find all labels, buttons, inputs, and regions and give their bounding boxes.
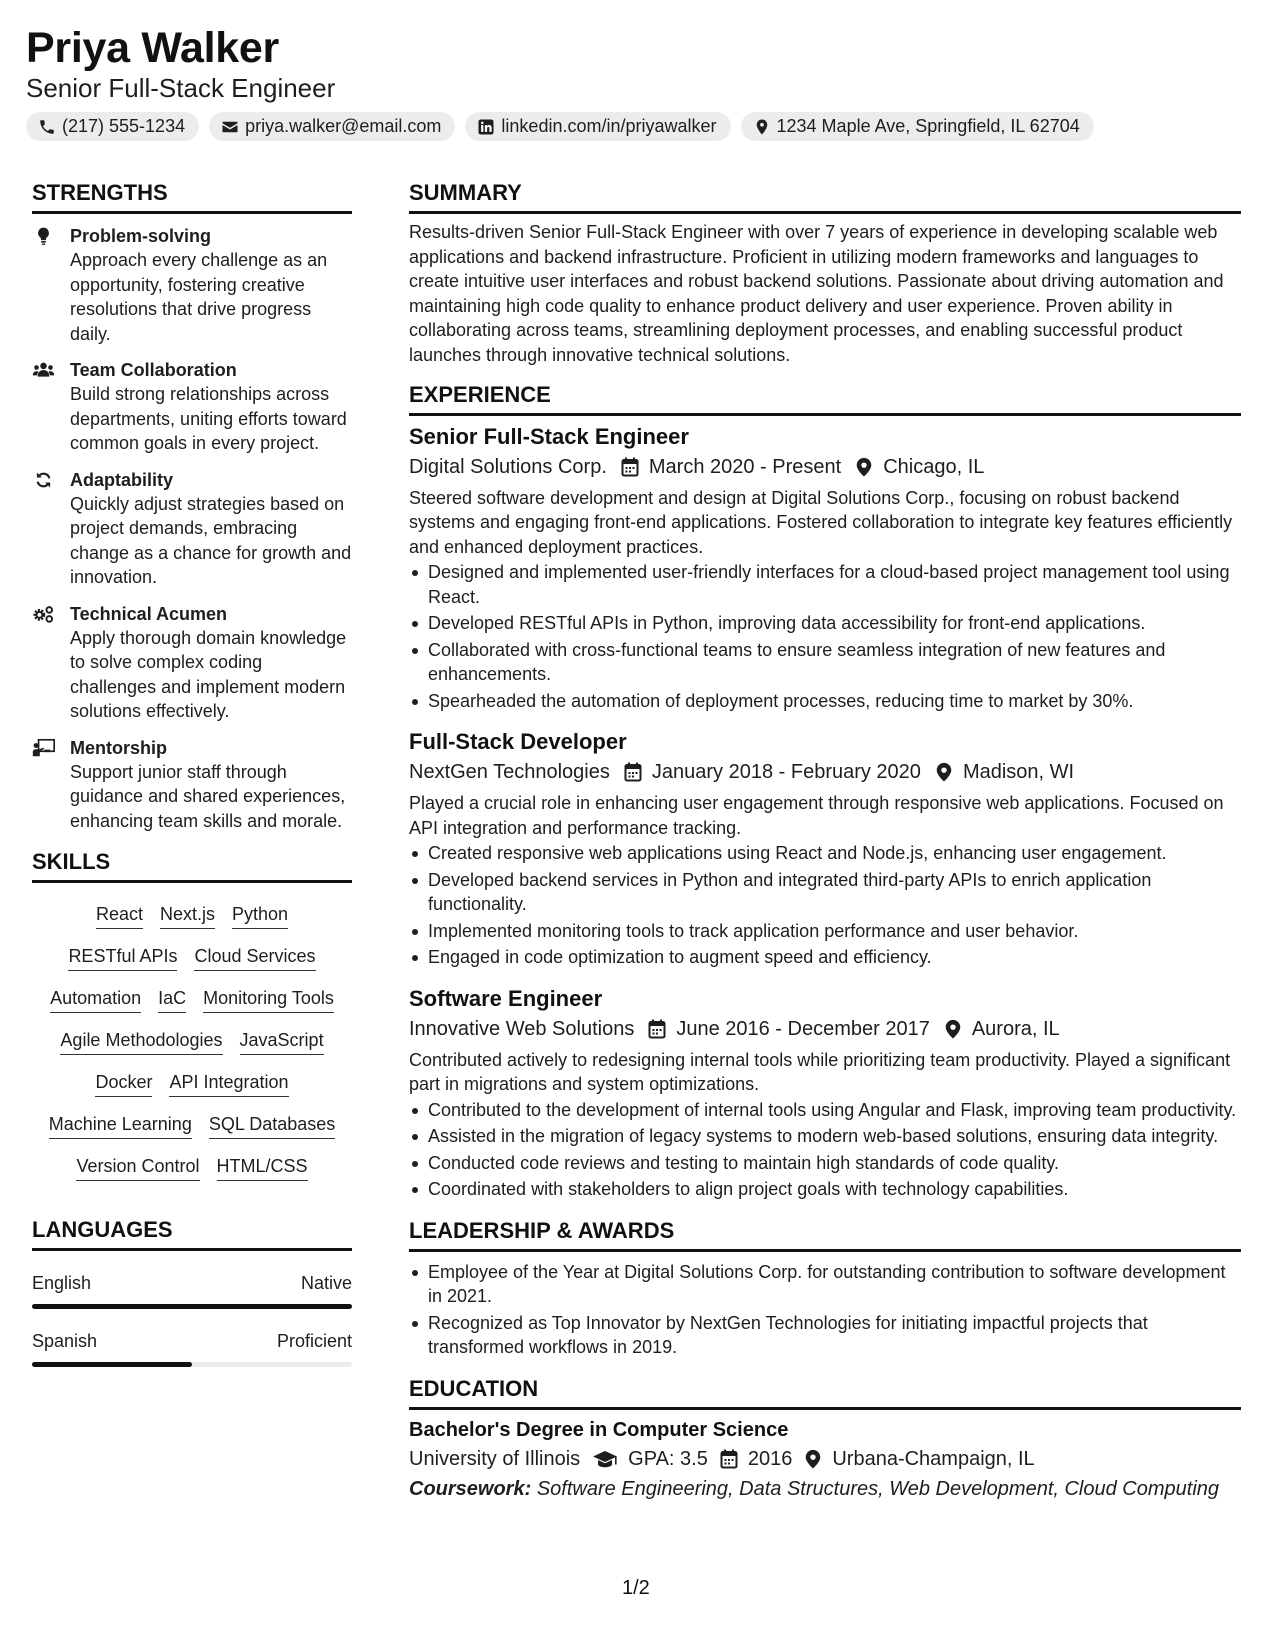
contact-phone[interactable] (26, 112, 199, 141)
strength-item (32, 602, 352, 724)
calendar-icon (720, 1449, 738, 1469)
skill-tag: Next.js (160, 901, 215, 929)
skill-tag: Monitoring Tools (203, 985, 334, 1013)
job-bullet: Developed RESTful APIs in Python, improving data accessibility for front-end applications. (409, 611, 1241, 636)
job-bullet: Engaged in code optimization to augment speed and efficiency. (409, 945, 1241, 970)
cogs-icon (32, 604, 55, 624)
strength-item (32, 736, 352, 834)
job-bullet: Created responsive web applications using React and Node.js, enhancing user engagement. (409, 841, 1241, 866)
lightbulb-icon (32, 226, 55, 246)
map-pin-icon (855, 457, 873, 477)
map-pin-icon (935, 762, 953, 782)
award-item: Employee of the Year at Digital Solutions Corp. for outstanding contribution to software development in 2021. (409, 1260, 1241, 1309)
page-number: 1/2 (622, 1577, 650, 1599)
chalkboard-teacher-icon (32, 738, 55, 758)
job-entry (409, 727, 1241, 970)
left-column (32, 178, 352, 1367)
contact-address (741, 112, 1094, 141)
skill-tag: SQL Databases (209, 1111, 335, 1139)
strength-title: Problem-solving (70, 226, 212, 246)
strength-desc: Build strong relationships across departments, uniting efforts toward common goals in every project. (70, 384, 347, 453)
job-company: Innovative Web Solutions (409, 1017, 635, 1040)
map-pin-icon (944, 1019, 962, 1039)
contact-phone-text: (217) 555-1234 (62, 116, 186, 136)
strength-desc: Apply thorough domain knowledge to solve complex coding challenges and implement modern solutions effectively. (70, 627, 347, 721)
envelope-icon (221, 118, 239, 136)
language-item (32, 1329, 352, 1367)
strengths-list (32, 224, 352, 833)
job-bullets (409, 841, 1241, 970)
strength-title: Adaptability (70, 469, 174, 490)
skill-tag: HTML/CSS (217, 1153, 308, 1181)
job-entry (409, 984, 1241, 1202)
job-dates: January 2018 - February 2020 (651, 761, 921, 784)
school-name: University of Illinois (409, 1447, 581, 1470)
sync-icon (32, 470, 55, 490)
awards-section (409, 1216, 1241, 1360)
users-icon (32, 360, 55, 380)
strength-item (32, 224, 352, 346)
job-location: Aurora, IL (971, 1017, 1060, 1040)
linkedin-icon (477, 118, 495, 136)
languages-section (32, 1215, 352, 1367)
skill-tag: Machine Learning (49, 1111, 192, 1139)
job-location: Chicago, IL (883, 455, 985, 478)
resume-header (26, 22, 1246, 141)
job-bullet: Collaborated with cross-functional teams to ensure seamless integration of new features and enhancements. (409, 638, 1241, 687)
skill-tag: API Integration (169, 1069, 288, 1097)
language-name: English (32, 1273, 92, 1293)
skill-tag: Automation (50, 985, 141, 1013)
language-level: Proficient (276, 1331, 352, 1351)
job-bullet: Developed backend services in Python and integrated third-party APIs to enrich application functionality. (409, 868, 1241, 917)
map-pin-icon (804, 1449, 822, 1469)
language-level-bar (32, 1362, 352, 1367)
education-section (409, 1374, 1241, 1504)
skill-tag: Agile Methodologies (60, 1027, 222, 1055)
summary-text: Results-driven Senior Full-Stack Engineer with over 7 years of experience in developing scalable web applications and backend infrastructure. Proficient in utilizing modern frameworks and languages to create intuitive user interfaces and robust backend solutions. Passionate about driving automation and maintaining high code quality to enhance product delivery and user experience. Proven ability in collaborating across teams, streamlining deployment processes, and enabling successful product launches through innovative technical solutions. (409, 222, 1224, 365)
job-bullet: Designed and implemented user-friendly interfaces for a cloud-based project management tool using React. (409, 560, 1241, 609)
calendar-icon (621, 457, 639, 477)
job-bullet: Assisted in the migration of legacy systems to modern web-based solutions, ensuring data integrity. (409, 1124, 1241, 1149)
contact-address-text: 1234 Maple Ave, Springfield, IL 62704 (776, 116, 1080, 136)
education-heading: EDUCATION (409, 1374, 1241, 1410)
job-title: Senior Full-Stack Engineer (409, 423, 689, 449)
job-bullet: Contributed to the development of internal tools using Angular and Flask, improving team productivity. (409, 1098, 1241, 1123)
awards-list (409, 1260, 1241, 1360)
contact-linkedin-text: linkedin.com/in/priyawalker (501, 116, 717, 136)
candidate-title: Senior Full-Stack Engineer (26, 73, 336, 103)
job-company: NextGen Technologies (409, 761, 610, 784)
skill-tag: React (96, 901, 143, 929)
skills-list (32, 901, 352, 1181)
job-description: Contributed actively to redesigning internal tools while prioritizing team productivity. Played a significant part in migrations and system optimizations. (409, 1049, 1231, 1095)
strength-desc: Support junior staff through guidance and shared experiences, enhancing team skills and morale. (70, 761, 346, 831)
contact-email-text: priya.walker@email.com (245, 116, 442, 136)
strength-title: Team Collaboration (70, 360, 237, 380)
contact-linkedin[interactable] (465, 112, 730, 141)
skill-tag: RESTful APIs (68, 943, 177, 971)
award-item: Recognized as Top Innovator by NextGen Technologies for initiating impactful projects that transformed workflows in 2019. (409, 1311, 1241, 1360)
language-name: Spanish (32, 1331, 98, 1351)
strength-item (32, 358, 352, 456)
school-location: Urbana-Champaign, IL (832, 1447, 1035, 1470)
job-title: Full-Stack Developer (409, 729, 627, 755)
job-description: Steered software development and design at Digital Solutions Corp., focusing on robust backend systems and engaging front-end applications. Fostered collaboration to integrate key features efficiently and enhanced deployment practices. (409, 487, 1233, 557)
job-bullet: Coordinated with stakeholders to align project goals with technology capabilities. (409, 1177, 1241, 1202)
calendar-icon (624, 762, 642, 782)
degree-title: Bachelor's Degree in Computer Science (409, 1418, 789, 1441)
graduation-cap-icon (592, 1449, 618, 1469)
skill-tag: Cloud Services (194, 943, 315, 971)
candidate-name: Priya Walker (26, 24, 279, 72)
map-pin-icon (753, 118, 771, 136)
contact-email[interactable] (209, 112, 455, 141)
strength-desc: Quickly adjust strategies based on project demands, embracing change as a chance for growth and innovation. (70, 493, 352, 587)
coursework-text: Software Engineering, Data Structures, Web Development, Cloud Computing (536, 1477, 1220, 1500)
calendar-icon (648, 1019, 666, 1039)
skill-tag: Docker (95, 1069, 152, 1097)
phone-icon (38, 118, 56, 136)
skill-tag: IaC (158, 985, 186, 1013)
job-bullet: Spearheaded the automation of deployment processes, reducing time to market by 30%. (409, 689, 1241, 714)
strength-desc: Approach every challenge as an opportunity, fostering creative resolutions that drive progress daily. (70, 250, 328, 344)
job-bullet: Implemented monitoring tools to track application performance and user behavior. (409, 919, 1241, 944)
experience-section (409, 380, 1241, 1202)
language-level-fill (32, 1362, 192, 1367)
job-description: Played a crucial role in enhancing user engagement through responsive web applications. Focused on API integration and performance tracking. (409, 793, 1224, 838)
gpa-value: GPA: 3.5 (628, 1447, 708, 1470)
language-level-fill (32, 1304, 352, 1309)
language-item (32, 1271, 352, 1309)
job-dates: March 2020 - Present (648, 455, 842, 478)
graduation-year: 2016 (747, 1447, 793, 1470)
strength-item (32, 468, 352, 590)
skills-section (32, 847, 352, 1181)
coursework-label: Coursework: (409, 1477, 532, 1500)
languages-heading: LANGUAGES (32, 1215, 352, 1251)
experience-heading: EXPERIENCE (409, 380, 1241, 416)
strength-title: Mentorship (70, 737, 167, 758)
coursework (409, 1474, 1241, 1504)
job-bullets (409, 560, 1241, 713)
right-column (409, 178, 1241, 1504)
language-level-bar (32, 1304, 352, 1309)
job-bullet: Conducted code reviews and testing to maintain high standards of code quality. (409, 1151, 1241, 1176)
language-level: Native (300, 1273, 352, 1293)
skill-tag: JavaScript (240, 1027, 324, 1055)
skills-heading: SKILLS (32, 847, 352, 883)
skill-tag: Python (232, 901, 288, 929)
contact-bar (26, 112, 1246, 141)
summary-heading: SUMMARY (409, 178, 1241, 214)
job-title: Software Engineer (409, 985, 603, 1011)
job-bullets (409, 1098, 1241, 1202)
awards-heading: LEADERSHIP & AWARDS (409, 1216, 1241, 1252)
job-company: Digital Solutions Corp. (409, 455, 607, 478)
strength-title: Technical Acumen (70, 603, 228, 624)
job-entry (409, 422, 1241, 714)
skill-tag: Version Control (76, 1153, 199, 1181)
job-location: Madison, WI (962, 761, 1075, 784)
job-dates: June 2016 - December 2017 (676, 1017, 930, 1040)
strengths-heading: STRENGTHS (32, 178, 352, 214)
